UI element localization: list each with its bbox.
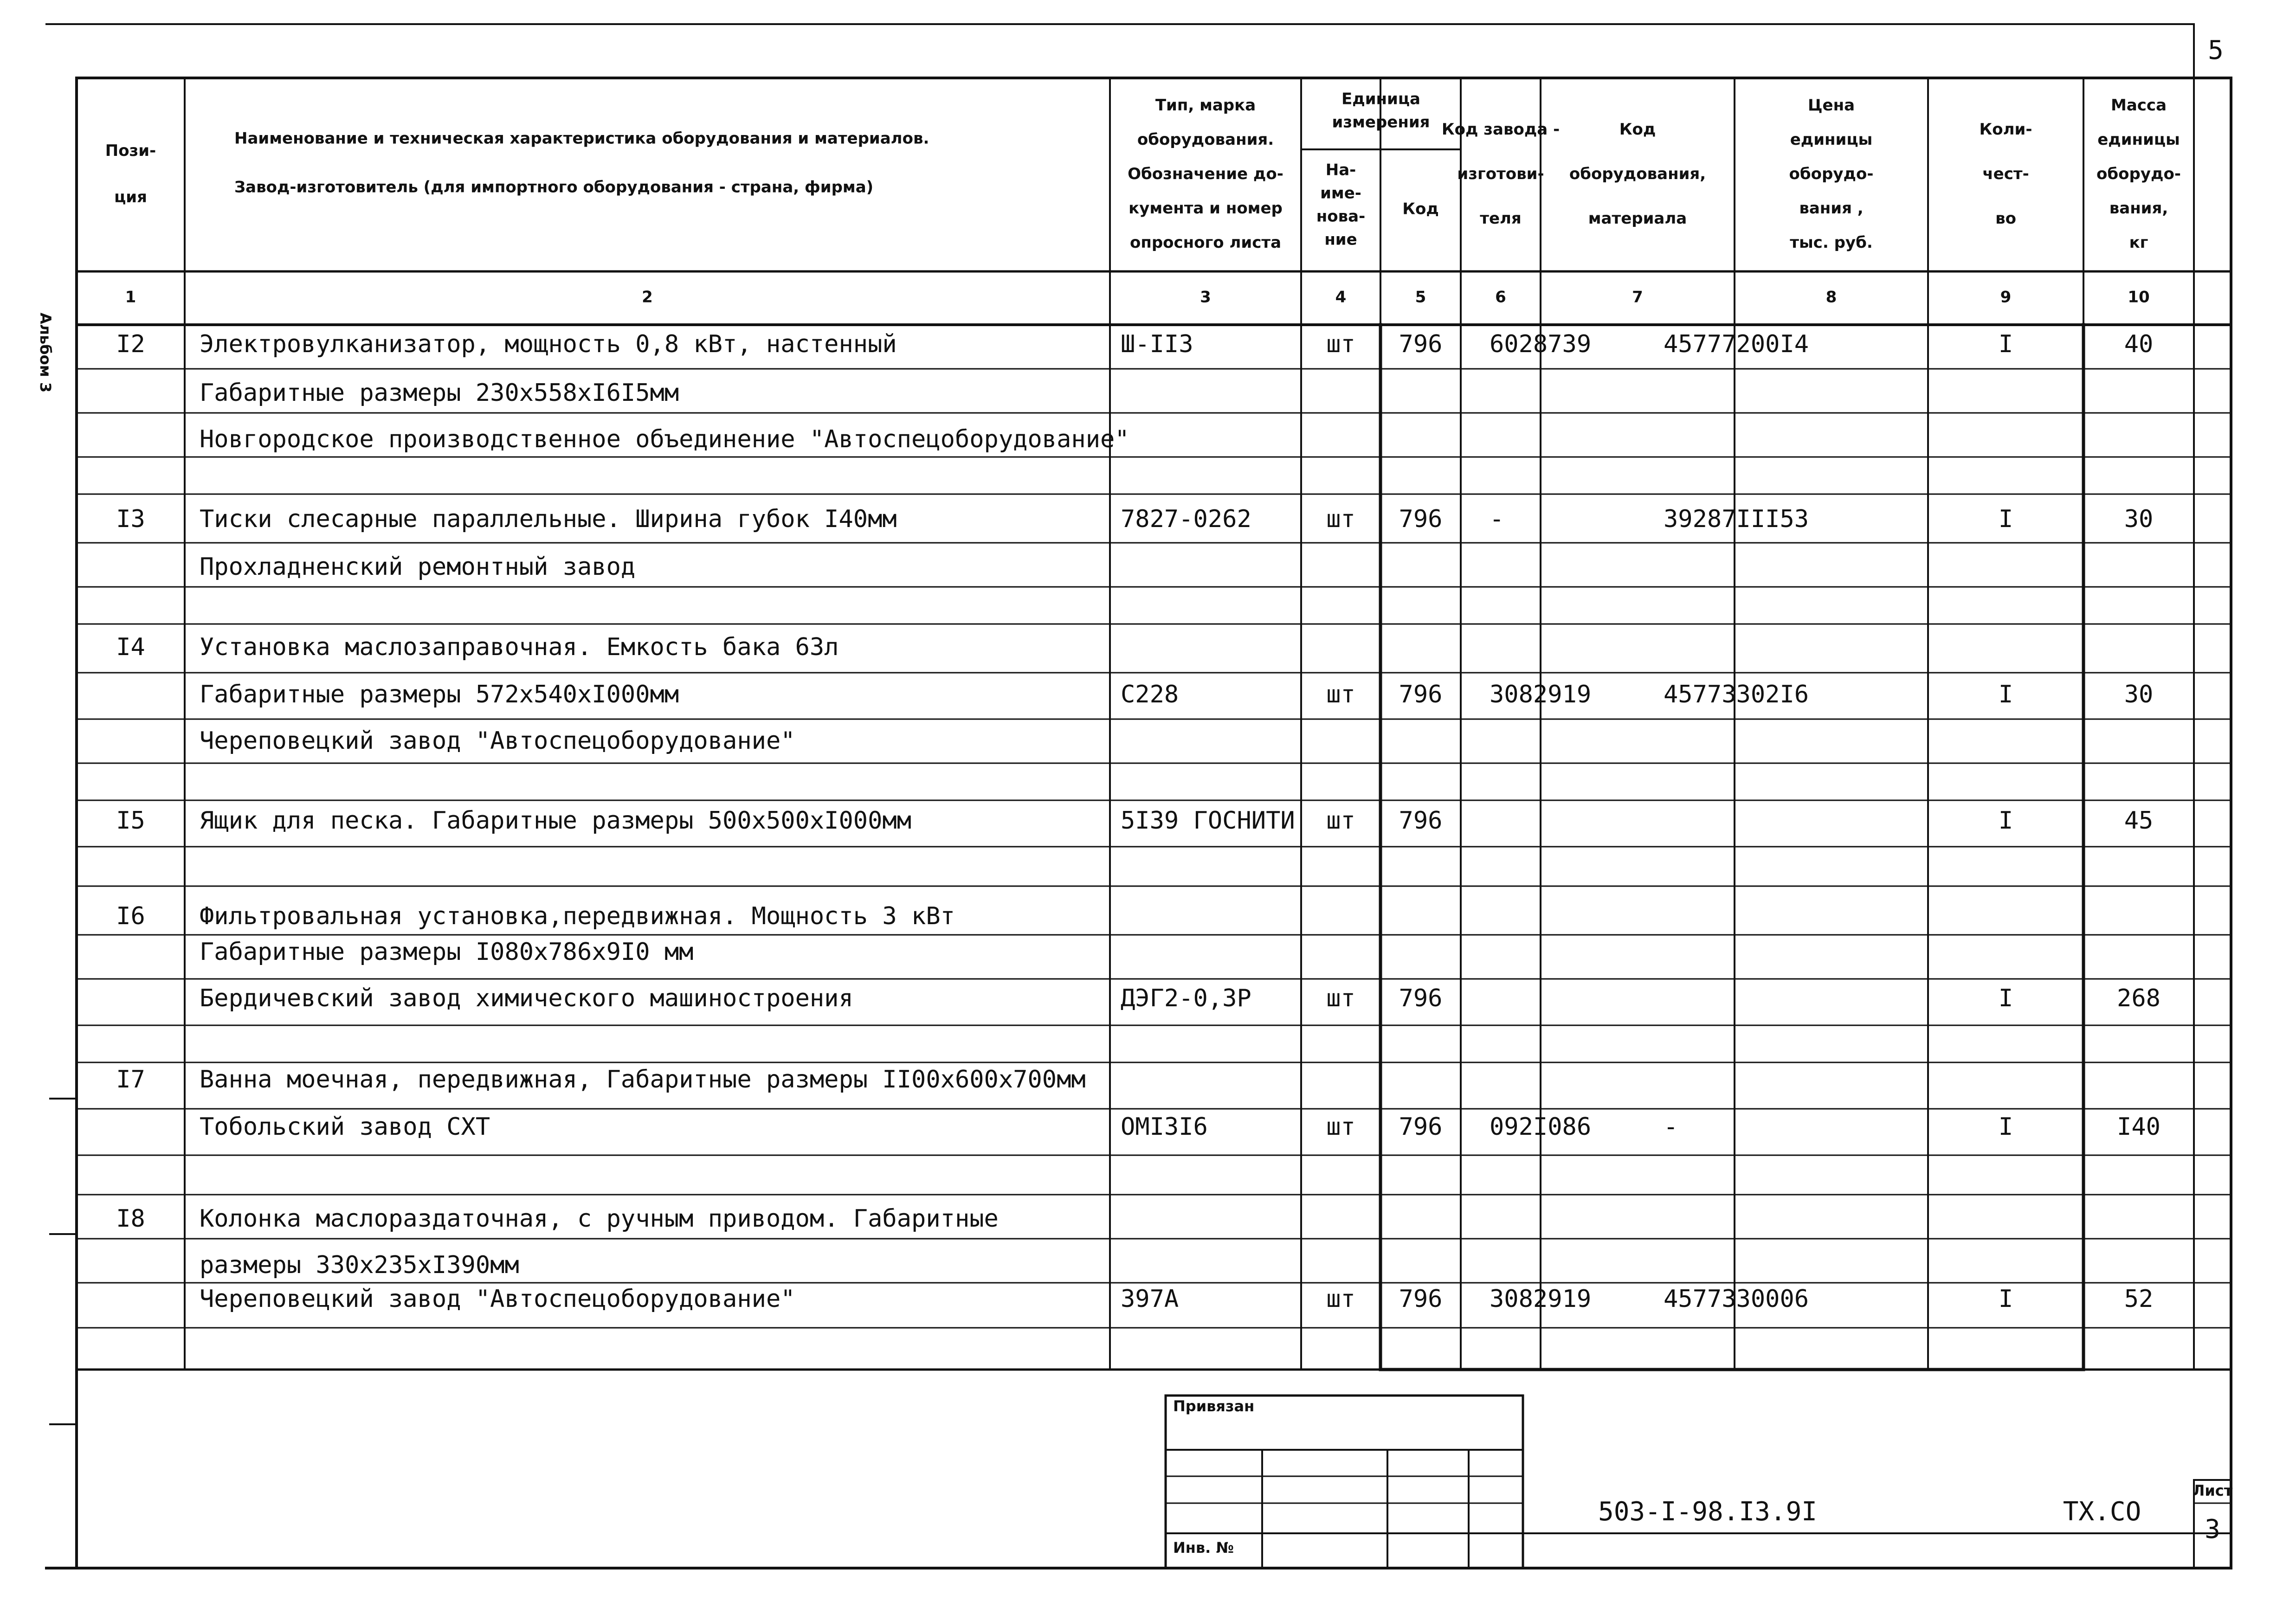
stamp-privyazan-label: Привязан	[1173, 1397, 1255, 1415]
cell-r6-c3: С228	[1121, 681, 1179, 708]
cell-r8-c10: 45	[2124, 807, 2154, 835]
cell-r13-c10: I40	[2117, 1113, 2161, 1141]
cell-r16-c10: 52	[2124, 1285, 2154, 1313]
cell-r8-c4: шт	[1326, 807, 1355, 835]
column-number: 6	[1495, 288, 1506, 307]
cell-r8-c1: I5	[116, 807, 145, 835]
cell-r16-c3: 397А	[1121, 1285, 1179, 1313]
cell-r12-c1: I7	[116, 1066, 145, 1093]
cell-r0-c6: 6028739	[1490, 330, 1592, 358]
column-number: 2	[642, 288, 653, 307]
cell-r0-c4: шт	[1326, 330, 1355, 358]
column-header-10: Масса	[2110, 96, 2167, 115]
cell-r11-c10: 268	[2117, 984, 2161, 1012]
column-header-10: единицы	[2097, 130, 2180, 149]
cell-r11-c4: шт	[1326, 984, 1355, 1012]
column-number: 10	[2128, 288, 2150, 307]
column-header-9: во	[1995, 209, 2016, 228]
cell-r0-c3: Ш-II3	[1121, 330, 1193, 358]
cell-r11-c3: ДЭГ2-0,3Р	[1121, 984, 1251, 1012]
cell-r14-c1: I8	[116, 1205, 145, 1233]
cell-r11-c5: 796	[1399, 984, 1443, 1012]
cell-r5-c1: I4	[116, 633, 145, 661]
column-header-6: теля	[1480, 209, 1522, 228]
cell-r3-c4: шт	[1326, 505, 1355, 533]
column-header-2: Наименование и техническая характеристика оборудования и материалов.	[234, 129, 929, 148]
cell-r0-c2: Электровулканизатор, мощность 0,8 кВт, настенный	[200, 330, 897, 358]
stamp-inv-label: Инв. №	[1173, 1539, 1234, 1557]
sheet-number: 3	[2205, 1514, 2220, 1545]
cell-r0-c5: 796	[1399, 330, 1443, 358]
column-header-3: Обозначение до-	[1128, 165, 1283, 183]
column-header-4: име-	[1320, 184, 1361, 203]
column-header-8: тыс. руб.	[1790, 233, 1873, 252]
column-number: 1	[125, 288, 136, 307]
column-number: 4	[1335, 288, 1347, 307]
cell-r16-c4: шт	[1326, 1285, 1355, 1313]
column-header-8: Цена	[1807, 96, 1855, 115]
column-header-9: чест-	[1982, 165, 2029, 183]
column-header-7: Код	[1619, 120, 1656, 139]
cell-r3-c7: 39287III53	[1664, 505, 1809, 533]
cell-r3-c2: Тиски слесарные параллельные. Ширина губок I40мм	[200, 505, 897, 533]
cell-r11-c9: I	[1998, 984, 2013, 1012]
cell-r14-c2: Колонка маслораздаточная, с ручным приводом. Габаритные	[200, 1205, 999, 1233]
column-header-8: единицы	[1790, 130, 1873, 149]
cell-r6-c9: I	[1998, 681, 2013, 708]
column-header-3: опросного листа	[1129, 233, 1282, 252]
column-header-10: оборудо-	[2096, 165, 2181, 183]
cell-r4-c2: Прохладненский ремонтный завод	[200, 553, 636, 581]
column-header-1: ция	[114, 188, 147, 206]
cell-r3-c9: I	[1998, 505, 2013, 533]
column-header-7: материала	[1588, 209, 1687, 228]
cell-r6-c10: 30	[2124, 681, 2154, 708]
column-header-5: Код	[1402, 199, 1439, 219]
column-number: 5	[1415, 288, 1426, 307]
cell-r5-c2: Установка маслозаправочная. Емкость бака 63л	[200, 633, 839, 661]
column-header-10: вания,	[2109, 199, 2168, 218]
unit-group-header: измерения	[1332, 113, 1430, 132]
cell-r12-c2: Ванна моечная, передвижная, Габаритные размеры II00x600x700мм	[200, 1066, 1086, 1093]
cell-r16-c5: 796	[1399, 1285, 1443, 1313]
cell-r6-c6: 3082919	[1490, 681, 1592, 708]
cell-r9-c2: Фильтровальная установка,передвижная. Мощность 3 кВт	[200, 902, 955, 930]
cell-r1-c2: Габаритные размеры 230x558xI6I5мм	[200, 379, 679, 407]
cell-r11-c2: Бердичевский завод химического машиностроения	[200, 984, 853, 1012]
cell-r2-c2: Новгородское производственное объединение "Автоспецоборудование"	[200, 425, 1129, 453]
cell-r8-c9: I	[1998, 807, 2013, 835]
column-header-8: вания ,	[1799, 199, 1864, 218]
cell-r8-c3: 5I39 ГОСНИТИ	[1121, 807, 1295, 835]
cell-r8-c2: Ящик для песка. Габаритные размеры 500x500xI000мм	[200, 807, 912, 835]
cell-r3-c1: I3	[116, 505, 145, 533]
column-header-4: На-	[1325, 161, 1356, 180]
column-number: 3	[1200, 288, 1211, 307]
cell-r10-c2: Габаритные размеры I080x786x9I0 мм	[200, 938, 694, 966]
column-number: 9	[2000, 288, 2012, 307]
cell-r13-c9: I	[1998, 1113, 2013, 1141]
column-header-9: Коли-	[1979, 120, 2032, 139]
column-number: 7	[1632, 288, 1643, 307]
document-designation: 503-I-98.I3.9I	[1598, 1497, 1818, 1527]
cell-r3-c3: 7827-0262	[1121, 505, 1251, 533]
column-header-3: оборудования.	[1137, 130, 1274, 149]
cell-r8-c5: 796	[1399, 807, 1443, 835]
cell-r7-c2: Череповецкий завод "Автоспецоборудование"	[200, 727, 795, 755]
unit-group-header: Единица	[1341, 90, 1420, 109]
column-header-7: оборудования,	[1569, 165, 1706, 183]
cell-r15-c2: размеры 330x235xI390мм	[200, 1251, 519, 1279]
column-header-4: ние	[1324, 230, 1357, 249]
column-number: 8	[1825, 288, 1837, 307]
cell-r13-c3: ОМI3I6	[1121, 1113, 1208, 1141]
cell-r16-c7: 4577330006	[1664, 1285, 1809, 1313]
cell-r6-c7: 45773302I6	[1664, 681, 1809, 708]
cell-r16-c6: 3082919	[1490, 1285, 1592, 1313]
column-header-10: кг	[2129, 233, 2148, 252]
cell-r9-c1: I6	[116, 902, 145, 930]
cell-r6-c2: Габаритные размеры 572x540xI000мм	[200, 681, 679, 708]
cell-r3-c10: 30	[2124, 505, 2154, 533]
cell-r16-c2: Череповецкий завод "Автоспецоборудование"	[200, 1285, 795, 1313]
document-section: ТХ.СО	[2063, 1497, 2141, 1527]
cell-r16-c9: I	[1998, 1285, 2013, 1313]
sheet-label: Лист	[2192, 1482, 2233, 1499]
column-header-1: Пози-	[105, 142, 156, 160]
column-header-8: оборудо-	[1789, 165, 1874, 183]
cell-r0-c7: 45777200I4	[1664, 330, 1809, 358]
cell-r6-c4: шт	[1326, 681, 1355, 708]
column-header-3: Тип, марка	[1155, 96, 1256, 115]
cell-r13-c4: шт	[1326, 1113, 1355, 1141]
column-header-6: изготови-	[1457, 165, 1544, 183]
column-header-2: Завод-изготовитель (для импортного оборудования - страна, фирма)	[234, 178, 874, 197]
column-header-3: кумента и номер	[1129, 199, 1283, 218]
cell-r0-c9: I	[1998, 330, 2013, 358]
cell-r13-c2: Тобольский завод СХТ	[200, 1113, 490, 1141]
cell-r13-c7: -	[1664, 1113, 1678, 1141]
cell-r0-c10: 40	[2124, 330, 2154, 358]
column-header-4: нова-	[1316, 207, 1366, 226]
cell-r13-c6: 092I086	[1490, 1113, 1592, 1141]
cell-r6-c5: 796	[1399, 681, 1443, 708]
page-number: 5	[2208, 35, 2224, 66]
cell-r0-c1: I2	[116, 330, 145, 358]
cell-r13-c5: 796	[1399, 1113, 1443, 1141]
cell-r3-c5: 796	[1399, 505, 1443, 533]
side-note: Альбом 3	[37, 312, 54, 393]
cell-r3-c6: -	[1490, 505, 1504, 533]
column-header-6: Код завода -	[1441, 120, 1560, 139]
